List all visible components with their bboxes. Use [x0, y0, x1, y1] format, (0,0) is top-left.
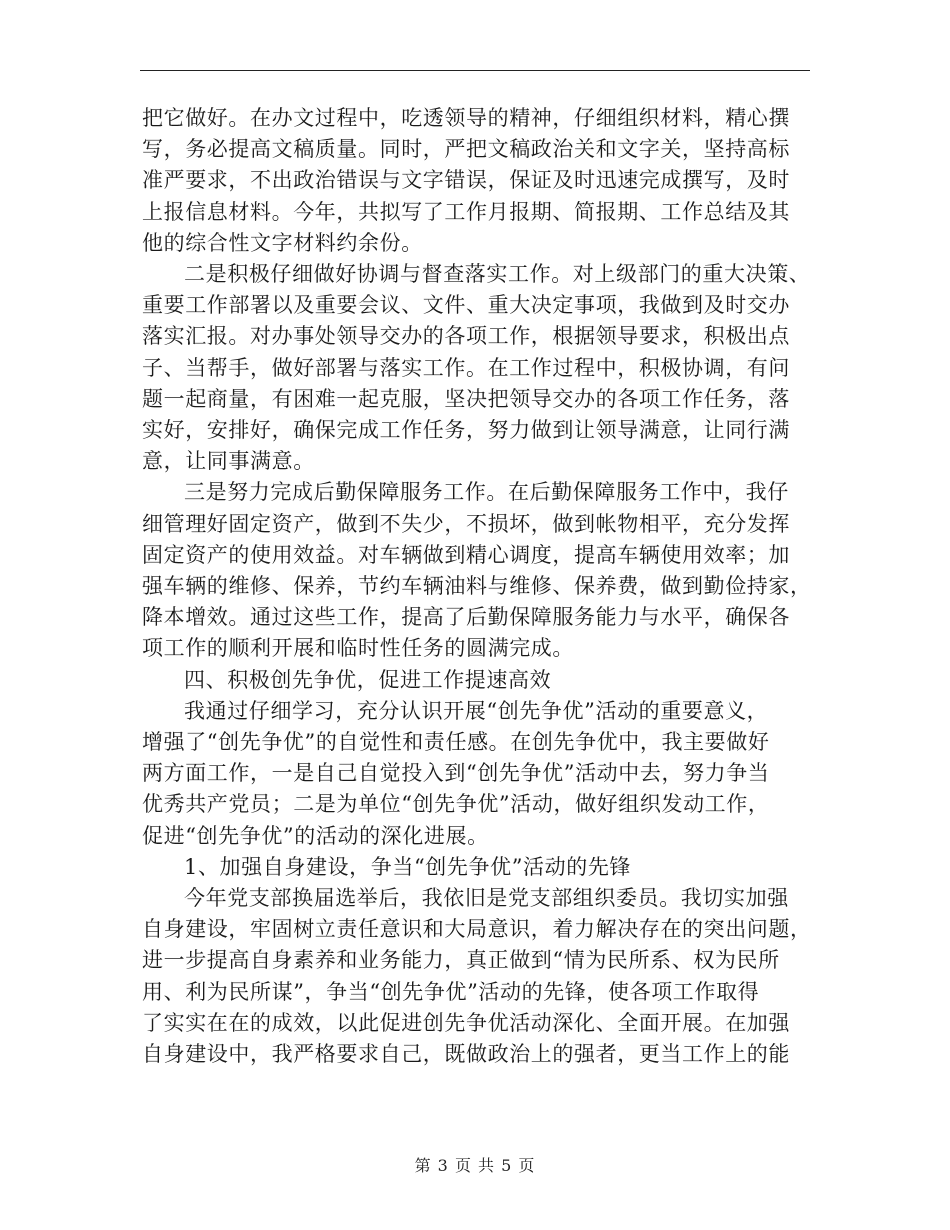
body-text-line: 今年党支部换届选举后，我依旧是党支部组织委员。我切实加强	[184, 886, 789, 911]
body-text-line: 意，让同事满意。	[142, 449, 315, 474]
body-text-line: 促进“创先争优”的活动的深化进展。	[142, 823, 489, 848]
body-text-line: 实好，安排好，确保完成工作任务，努力做到让领导满意，让同行满	[142, 418, 790, 443]
page-number-footer: 第 3 页 共 5 页	[414, 1156, 536, 1175]
body-text-line: 1、加强自身建设，争当“创先争优”活动的先锋	[184, 854, 632, 879]
body-text-line: 把它做好。在办文过程中，吃透领导的精神，仔细组织材料，精心撰	[142, 106, 790, 130]
body-text-line: 了实实在在的成效，以此促进创先争优活动深化、全面开展。在加强	[142, 1010, 790, 1035]
body-text-line: 落实汇报。对办事处领导交办的各项工作，根据领导要求，积极出点	[142, 324, 790, 349]
body-text-line: 两方面工作，一是自己自觉投入到“创先争优”活动中去，努力争当	[142, 761, 770, 786]
body-text-line: 我通过仔细学习，充分认识开展“创先争优”活动的重要意义，	[184, 698, 769, 723]
body-text-line: 固定资产的使用效益。对车辆做到精心调度，提高车辆使用效率；加	[142, 542, 790, 567]
body-text-line: 写，务必提高文稿质量。同时，严把文稿政治关和文字关，坚持高标	[142, 137, 790, 162]
body-text-line: 细管理好固定资产，做到不失少，不损坏，做到帐物相平，充分发挥	[142, 511, 790, 536]
body-text-line: 他的综合性文字材料约余份。	[142, 230, 423, 255]
header-divider	[140, 70, 810, 71]
body-text-line: 增强了“创先争优”的自觉性和责任感。在创先争优中，我主要做好	[142, 730, 770, 755]
body-text-line: 题一起商量，有困难一起克服，坚决把领导交办的各项工作任务，落	[142, 386, 790, 411]
body-text-line: 四、积极创先争优，促进工作提速高效	[184, 667, 552, 692]
body-text-line: 上报信息材料。今年，共拟写了工作月报期、简报期、工作总结及其	[142, 199, 790, 224]
body-text-line: 子、当帮手，做好部署与落实工作。在工作过程中，积极协调，有问	[142, 355, 790, 380]
body-text-line: 三是努力完成后勤保障服务工作。在后勤保障服务工作中，我仔	[184, 480, 789, 505]
body-text-line: 强车辆的维修、保养，节约车辆油料与维修、保养费，做到勤俭持家，	[142, 574, 812, 599]
body-text-line: 降本增效。通过这些工作，提高了后勤保障服务能力与水平，确保各	[142, 605, 790, 630]
body-text-line: 优秀共产党员；二是为单位“创先争优”活动，做好组织发动工作，	[142, 792, 770, 817]
body-text-line: 进一步提高自身素养和业务能力，真正做到“情为民所系、权为民所	[142, 948, 780, 973]
body-text-line: 项工作的顺利开展和临时性任务的圆满完成。	[142, 636, 574, 661]
body-text-line: 用、利为民所谋”，争当“创先争优”活动的先锋，使各项工作取得	[142, 979, 760, 1004]
body-text-line: 二是积极仔细做好协调与督查落实工作。对上级部门的重大决策、	[184, 262, 811, 287]
document-body	[142, 103, 814, 1070]
body-text-line: 自身建设中，我严格要求自己，既做政治上的强者，更当工作上的能	[142, 1042, 790, 1067]
body-text-line: 自身建设，牢固树立责任意识和大局意识，着力解决存在的突出问题，	[142, 917, 812, 942]
body-text-line: 准严要求，不出政治错误与文字错误，保证及时迅速完成撰写，及时	[142, 168, 790, 193]
body-text-line: 重要工作部署以及重要会议、文件、重大决定事项，我做到及时交办	[142, 293, 790, 318]
